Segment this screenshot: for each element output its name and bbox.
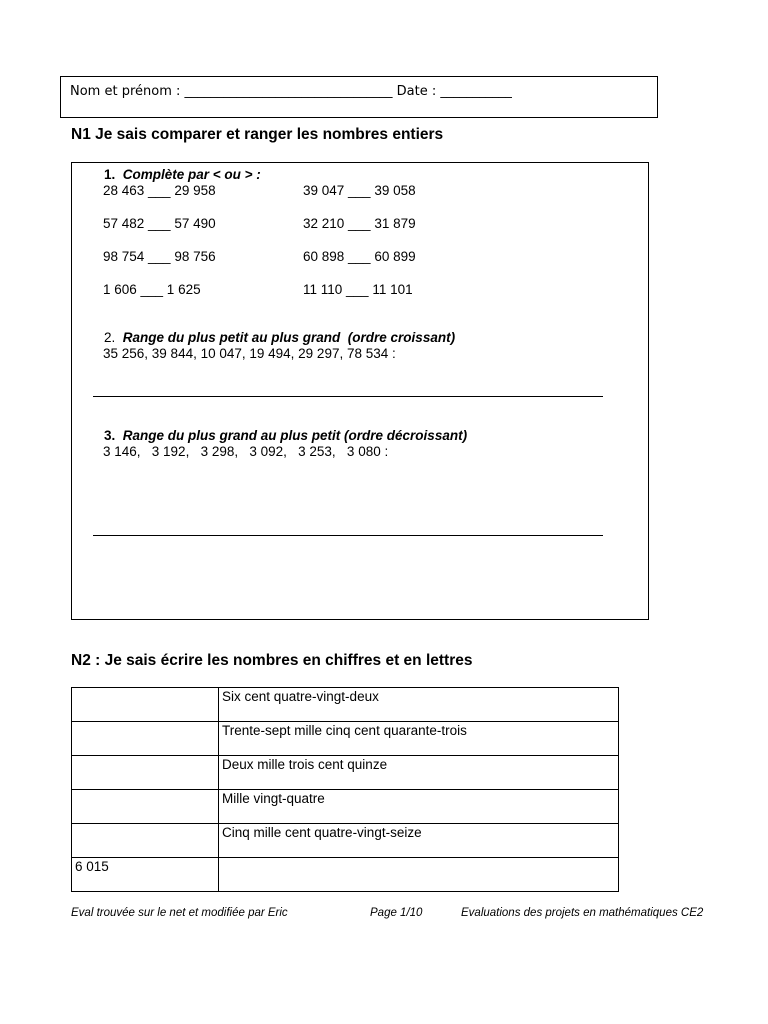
digits-cell[interactable]: [72, 688, 219, 722]
q3-numbers: 3 146, 3 192, 3 298, 3 092, 3 253, 3 080 :: [103, 444, 389, 459]
q2-heading: 2. Range du plus petit au plus grand (ordre croissant): [104, 330, 456, 345]
q1-pair-4-right: 11 110 ___ 11 101: [303, 282, 413, 297]
q3-answer-line[interactable]: [93, 535, 603, 536]
table-row: [72, 688, 619, 722]
digits-cell[interactable]: [72, 824, 219, 858]
numbers-table: [71, 687, 619, 892]
words-cell: Trente-sept mille cinq cent quarante-trois: [219, 722, 619, 756]
digits-cell[interactable]: [72, 790, 219, 824]
q2-answer-line[interactable]: [93, 396, 603, 397]
q3-label: Range du plus grand au plus petit (ordre décroissant): [122, 428, 468, 443]
footer-document-title: Evaluations des projets en mathématiques CE2: [461, 907, 704, 919]
footer-page-number: Page 1/10: [370, 907, 423, 919]
q1-pair-3-right: 60 898 ___ 60 899: [303, 249, 416, 264]
words-cell: Mille vingt-quatre: [219, 790, 619, 824]
words-cell[interactable]: [219, 858, 619, 892]
q1-label: Complète par < ou > :: [122, 167, 261, 182]
q1-heading: 1. Complète par < ou > :: [104, 167, 261, 182]
digits-cell[interactable]: [72, 756, 219, 790]
words-cell: Six cent quatre-vingt-deux: [219, 688, 619, 722]
section-n1-title: N1 Je sais comparer et ranger les nombres entiers: [71, 126, 444, 143]
digits-cell[interactable]: [72, 722, 219, 756]
table-row: [72, 756, 619, 790]
q1-pair-1-right: 39 047 ___ 39 058: [303, 183, 416, 198]
q2-label: Range du plus petit au plus grand (ordre croissant): [122, 330, 456, 345]
q1-pair-2-left: 57 482 ___ 57 490: [103, 216, 216, 231]
q1-pair-3-left: 98 754 ___ 98 756: [103, 249, 216, 264]
name-date-box: [60, 76, 658, 118]
section-n2-title: N2 : Je sais écrire les nombres en chiffres et en lettres: [71, 652, 473, 669]
words-cell: Deux mille trois cent quinze: [219, 756, 619, 790]
footer-credit: Eval trouvée sur le net et modifiée par Eric: [71, 907, 288, 919]
table-row: [72, 790, 619, 824]
q3-heading: 3. Range du plus grand au plus petit (ordre décroissant): [104, 428, 468, 443]
q1-pair-2-right: 32 210 ___ 31 879: [303, 216, 416, 231]
table-row: [72, 858, 619, 892]
words-cell: Cinq mille cent quatre-vingt-seize: [219, 824, 619, 858]
q1-pair-1-left: 28 463 ___ 29 958: [103, 183, 216, 198]
q2-numbers: 35 256, 39 844, 10 047, 19 494, 29 297, 78 534 :: [103, 346, 396, 361]
digits-cell: 6 015: [72, 858, 219, 892]
table-row: [72, 824, 619, 858]
name-date-label: Nom et prénom : ________________________________ Date : ___________: [70, 84, 512, 99]
table-row: [72, 722, 619, 756]
q1-pair-4-left: 1 606 ___ 1 625: [103, 282, 201, 297]
